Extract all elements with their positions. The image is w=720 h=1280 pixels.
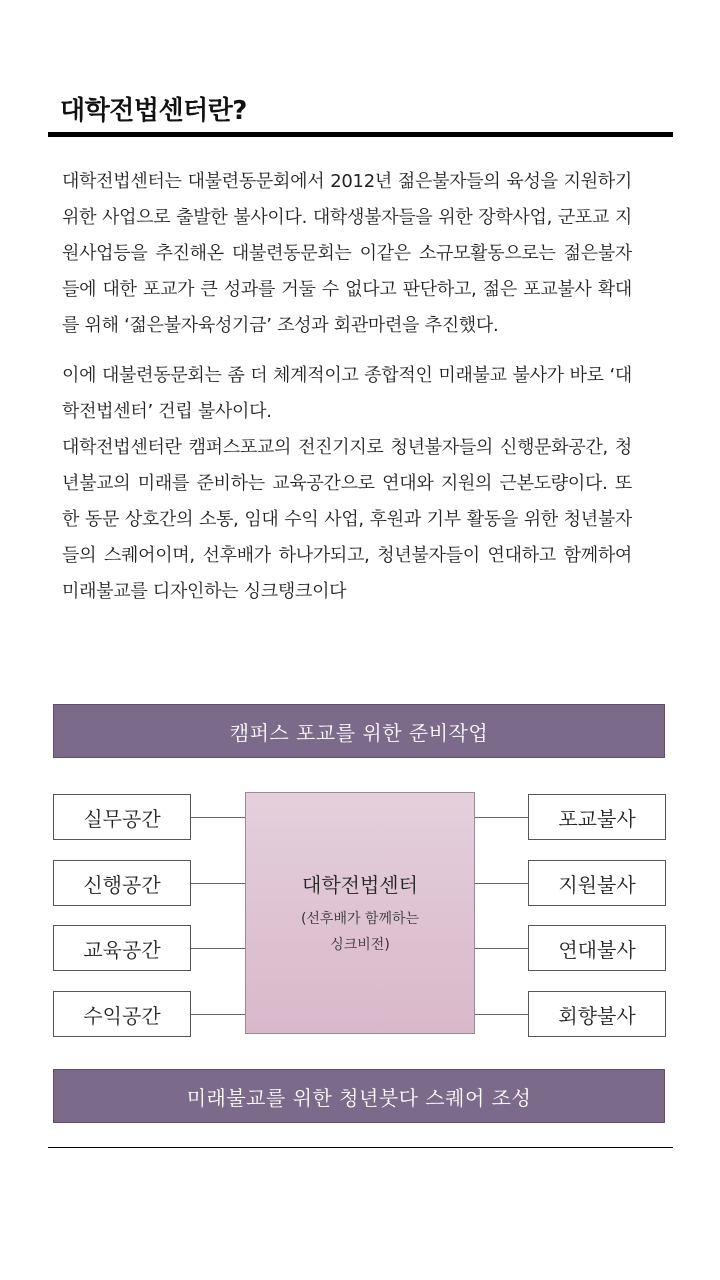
left-connector	[191, 948, 245, 949]
intro-text	[62, 164, 632, 610]
right-box-propagation: 포교불사	[528, 794, 666, 840]
left-connector	[191, 817, 245, 818]
right-connector	[475, 948, 528, 949]
intro-paragraph-3: 대학전법센터란 캠퍼스포교의 전진기지로 청년불자들의 신행문화공간, 청년불교의 미래를 준비하는 교육공간으로 연대와 지원의 근본도량이다. 또한 동문 상호간의 소통, 임대 수익 사업, 후원과 기부 활동을 위한 청년불자들의 스퀘어이며, 선후배가 하나가되고, 청년불자들이 연대하고 함께하여 미래불교를 디자인하는 싱크탱크이다	[62, 437, 633, 602]
left-box-work-space: 실무공간	[53, 794, 191, 840]
right-box-dedication: 회향불사	[528, 991, 666, 1037]
left-box-revenue-space: 수익공간	[53, 991, 191, 1037]
right-box-solidarity: 연대불사	[528, 925, 666, 971]
intro-paragraph-2: 이에 대불련동문회는 좀 더 체계적이고 종합적인 미래불교 불사가 바로 ‘대학전법센터’ 건립 불사이다.	[62, 365, 632, 422]
right-connector	[475, 817, 528, 818]
center-box	[245, 792, 475, 1034]
left-box-practice-space: 신행공간	[53, 860, 191, 906]
bottom-divider	[48, 1147, 673, 1148]
left-box-education-space: 교육공간	[53, 925, 191, 971]
left-connector	[191, 883, 245, 884]
page-title: 대학전법센터란?	[60, 96, 247, 126]
center-subtitle-line-1: (선후배가 함께하는	[300, 910, 420, 927]
center-title: 대학전법센터	[302, 872, 418, 897]
right-connector	[475, 883, 528, 884]
left-connector	[191, 1014, 245, 1015]
top-banner: 캠퍼스 포교를 위한 준비작업	[53, 704, 665, 758]
center-subtitle-line-2: 싱크비전)	[330, 936, 390, 953]
title-divider	[48, 132, 673, 137]
intro-paragraph-1: 대학전법센터는 대불련동문회에서 2012년 젊은불자들의 육성을 지원하기 위한 사업으로 출발한 불사이다. 대학생불자들을 위한 장학사업, 군포교 지원사업등을 추진해온 대불련동문회는 이같은 소규모활동으로는 젊은불자들에 대한 포교가 큰 성과를 거둘 수 없다고 판단하고, 젊은 포교불사 확대를 위해 ‘젊은불자육성기금’ 조성과 회관마련을 추진했다.	[62, 171, 632, 336]
bottom-banner: 미래불교를 위한 청년붓다 스퀘어 조성	[53, 1069, 665, 1123]
right-box-support: 지원불사	[528, 860, 666, 906]
right-connector	[475, 1014, 528, 1015]
